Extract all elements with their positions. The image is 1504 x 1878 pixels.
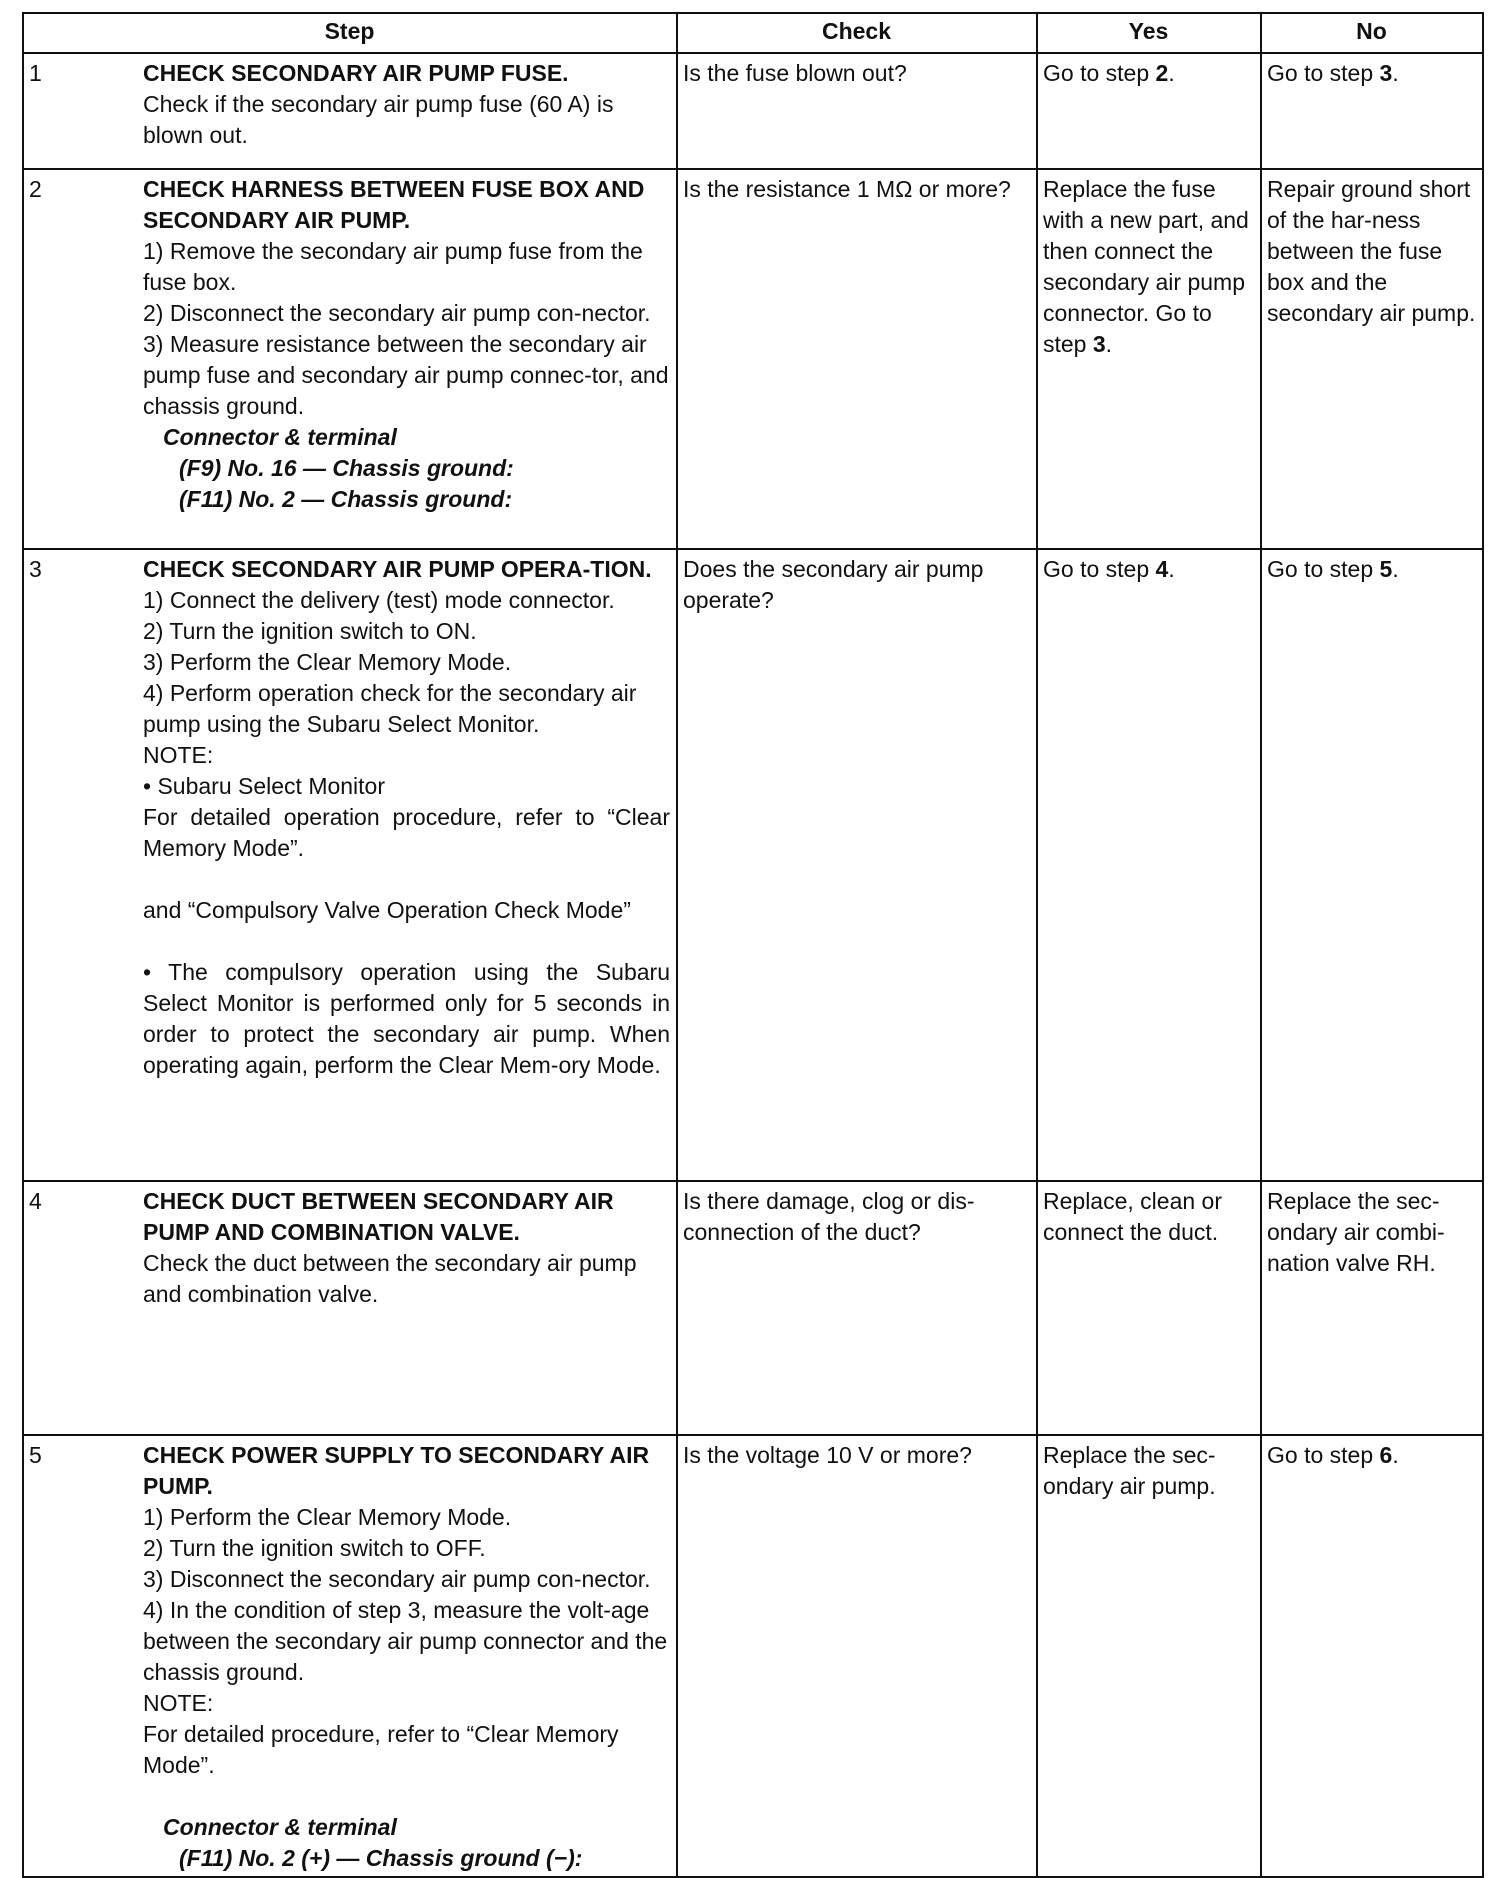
- no-step-ref: 6: [1379, 1442, 1393, 1468]
- connector-terminal-label: Connector & terminal: [163, 424, 397, 450]
- no-cell: Repair ground short of the har-ness between the fuse box and the secondary air pump.: [1261, 169, 1483, 549]
- step-cell: [23, 549, 677, 1181]
- table-row: [23, 549, 1483, 1181]
- table-row: [23, 169, 1483, 549]
- check-cell: Is there damage, clog or dis-connection of the duct?: [677, 1181, 1037, 1435]
- step-instruction: 3) Measure resistance between the secondary air pump fuse and secondary air pump connec-tor, and chassis ground.: [143, 331, 669, 419]
- step-instruction: 1) Connect the delivery (test) mode connector.: [143, 587, 615, 613]
- step-instruction: 2) Turn the ignition switch to OFF.: [143, 1535, 486, 1561]
- no-step-ref: 5: [1379, 556, 1393, 582]
- step-cell: [23, 169, 677, 549]
- no-cell: Replace the sec-ondary air combi-nation valve RH.: [1261, 1181, 1483, 1435]
- step-instruction: 2) Turn the ignition switch to ON.: [143, 618, 477, 644]
- no-text: Go to step: [1267, 556, 1380, 582]
- table-row: [23, 1181, 1483, 1435]
- step-number: 5: [29, 1442, 42, 1468]
- connector-terminal-item: (F11) No. 2 (+) — Chassis ground (−):: [179, 1845, 583, 1871]
- yes-text: Go to step: [1043, 556, 1156, 582]
- step-number: 2: [29, 176, 42, 202]
- note-label: NOTE:: [143, 742, 214, 768]
- step-number: 3: [29, 556, 42, 582]
- connector-terminal-label: Connector & terminal: [163, 1814, 397, 1840]
- no-step-ref: 3: [1379, 60, 1393, 86]
- step-title: CHECK POWER SUPPLY TO SECONDARY AIR PUMP.: [143, 1442, 650, 1499]
- step-instruction: 1) Perform the Clear Memory Mode.: [143, 1504, 512, 1530]
- yes-cell: Replace, clean or connect the duct.: [1037, 1181, 1261, 1435]
- yes-cell: Go to step 2.: [1037, 53, 1261, 169]
- spacer: [143, 1781, 670, 1812]
- no-text: Go to step: [1267, 60, 1380, 86]
- check-cell: Does the secondary air pump operate?: [677, 549, 1037, 1181]
- step-title: CHECK SECONDARY AIR PUMP FUSE.: [143, 60, 569, 86]
- table-header-row: [23, 13, 1483, 53]
- step-title: CHECK DUCT BETWEEN SECONDARY AIR PUMP AND COMBINATION VALVE.: [143, 1188, 614, 1245]
- no-cell: Go to step 5.: [1261, 549, 1483, 1181]
- yes-step-ref: 2: [1155, 60, 1169, 86]
- step-instruction: 4) In the condition of step 3, measure the volt-age between the secondary air pump connector and the chassis ground.: [143, 1597, 668, 1685]
- connector-terminal-item: (F9) No. 16 — Chassis ground:: [179, 455, 514, 481]
- no-cell: Go to step 3.: [1261, 53, 1483, 169]
- spacer: [143, 864, 670, 895]
- step-cell: [23, 1181, 677, 1435]
- note-bullet: • The compulsory operation using the Subaru Select Monitor is performed only for 5 seconds in order to protect the secondary air pump. When operating again, perform the Clear Mem-ory Mode.: [143, 959, 670, 1078]
- table-row: [23, 53, 1483, 169]
- yes-cell: Replace the fuse with a new part, and then connect the secondary air pump connector. Go to step 3.: [1037, 169, 1261, 549]
- step-number: 1: [29, 60, 42, 86]
- yes-cell: Go to step 4.: [1037, 549, 1261, 1181]
- step-instruction: Check if the secondary air pump fuse (60 A) is blown out.: [143, 91, 614, 148]
- connector-terminal-item: (F11) No. 2 — Chassis ground:: [179, 486, 513, 512]
- note-label: NOTE:: [143, 1690, 214, 1716]
- note-text: For detailed procedure, refer to “Clear Memory Mode”.: [143, 1721, 619, 1778]
- step-instruction: 2) Disconnect the secondary air pump con-nector.: [143, 300, 651, 326]
- step-number: 4: [29, 1188, 42, 1214]
- no-cell: Go to step 6.: [1261, 1435, 1483, 1877]
- yes-text: Go to step: [1043, 60, 1156, 86]
- step-instruction: 3) Perform the Clear Memory Mode.: [143, 649, 512, 675]
- step-title: CHECK HARNESS BETWEEN FUSE BOX AND SECONDARY AIR PUMP.: [143, 176, 645, 233]
- note-bullet: • Subaru Select Monitor: [143, 773, 386, 799]
- yes-text: Replace the fuse with a new part, and then connect the secondary air pump connector. Go to step: [1043, 176, 1249, 357]
- step-instruction: 4) Perform operation check for the secondary air pump using the Subaru Select Monitor.: [143, 680, 637, 737]
- step-instruction: 1) Remove the secondary air pump fuse from the fuse box.: [143, 238, 643, 295]
- step-title: CHECK SECONDARY AIR PUMP OPERA-TION.: [143, 556, 652, 582]
- note-text: and “Compulsory Valve Operation Check Mode”: [143, 897, 631, 923]
- step-cell: [23, 53, 677, 169]
- header-no: No: [1261, 13, 1483, 53]
- step-instruction: 3) Disconnect the secondary air pump con-nector.: [143, 1566, 651, 1592]
- check-cell: Is the resistance 1 MΩ or more?: [677, 169, 1037, 549]
- yes-step-ref: 3: [1092, 331, 1106, 357]
- spacer: [143, 926, 670, 957]
- check-cell: Is the fuse blown out?: [677, 53, 1037, 169]
- step-instruction: Check the duct between the secondary air pump and combination valve.: [143, 1250, 637, 1307]
- yes-step-ref: 4: [1155, 556, 1169, 582]
- check-cell: Is the voltage 10 V or more?: [677, 1435, 1037, 1877]
- diagnostic-table: [22, 12, 1484, 1878]
- header-check: Check: [677, 13, 1037, 53]
- header-step: Step: [23, 13, 677, 53]
- no-text: Go to step: [1267, 1442, 1380, 1468]
- step-cell: [23, 1435, 677, 1877]
- yes-cell: Replace the sec-ondary air pump.: [1037, 1435, 1261, 1877]
- table-row: [23, 1435, 1483, 1877]
- note-text: For detailed operation procedure, refer to “Clear Memory Mode”.: [143, 804, 670, 861]
- header-yes: Yes: [1037, 13, 1261, 53]
